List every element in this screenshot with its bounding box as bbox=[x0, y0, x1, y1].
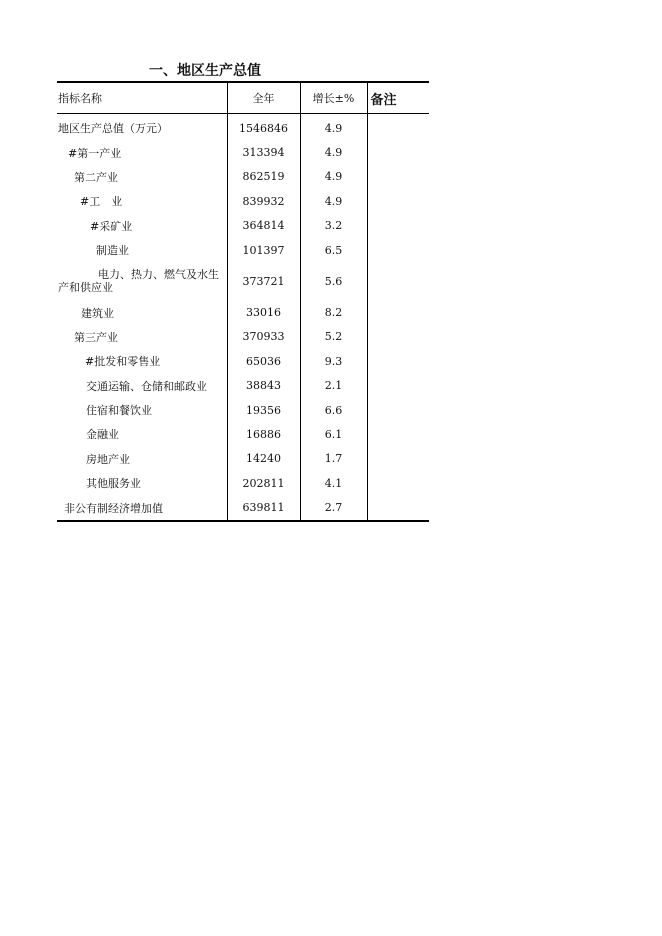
row-growth-value: 2.1 bbox=[300, 374, 367, 398]
row-name: 地区生产总值（万元） bbox=[57, 114, 227, 141]
table-row bbox=[57, 300, 429, 324]
row-growth-value: 9.3 bbox=[300, 349, 367, 373]
row-year-value: 639811 bbox=[227, 495, 300, 520]
row-year-value: 373721 bbox=[227, 262, 300, 300]
row-name: 住宿和餐饮业 bbox=[57, 398, 227, 422]
table-row bbox=[57, 398, 429, 422]
row-year-value: 1546846 bbox=[227, 114, 300, 141]
row-year-value: 16886 bbox=[227, 422, 300, 446]
row-note bbox=[367, 471, 429, 495]
row-growth-value: 4.9 bbox=[300, 189, 367, 213]
row-year-value: 839932 bbox=[227, 189, 300, 213]
row-note bbox=[367, 214, 429, 238]
table-row bbox=[57, 214, 429, 238]
table-row bbox=[57, 471, 429, 495]
row-growth-value: 1.7 bbox=[300, 447, 367, 471]
row-year-value: 101397 bbox=[227, 238, 300, 262]
row-growth-value: 8.2 bbox=[300, 300, 367, 324]
row-growth-value: 2.7 bbox=[300, 495, 367, 520]
row-name: 非公有制经济增加值 bbox=[57, 495, 227, 520]
table-row bbox=[57, 447, 429, 471]
row-year-value: 202811 bbox=[227, 471, 300, 495]
row-name: #采矿业 bbox=[57, 214, 227, 238]
row-name: #批发和零售业 bbox=[57, 349, 227, 373]
row-name: 制造业 bbox=[57, 238, 227, 262]
table-row bbox=[57, 349, 429, 373]
row-note bbox=[367, 374, 429, 398]
row-year-value: 33016 bbox=[227, 300, 300, 324]
row-note bbox=[367, 447, 429, 471]
row-name: 建筑业 bbox=[57, 300, 227, 324]
row-name: 其他服务业 bbox=[57, 471, 227, 495]
row-year-value: 19356 bbox=[227, 398, 300, 422]
row-note bbox=[367, 114, 429, 141]
row-growth-value: 4.9 bbox=[300, 114, 367, 141]
row-name: #工 业 bbox=[57, 189, 227, 213]
row-growth-value: 3.2 bbox=[300, 214, 367, 238]
gdp-table bbox=[57, 81, 429, 522]
row-growth-value: 6.1 bbox=[300, 422, 367, 446]
table-row bbox=[57, 189, 429, 213]
table-row bbox=[57, 262, 429, 300]
row-name: 第三产业 bbox=[57, 325, 227, 349]
table-row bbox=[57, 495, 429, 520]
row-note bbox=[367, 262, 429, 300]
table-row bbox=[57, 140, 429, 164]
table-row bbox=[57, 165, 429, 189]
row-year-value: 862519 bbox=[227, 165, 300, 189]
table-row bbox=[57, 114, 429, 141]
table-title: 一、地区生产总值 bbox=[149, 63, 261, 79]
row-year-value: 364814 bbox=[227, 214, 300, 238]
row-year-value: 313394 bbox=[227, 140, 300, 164]
row-growth-value: 5.6 bbox=[300, 262, 367, 300]
row-growth-value: 4.9 bbox=[300, 140, 367, 164]
table-row bbox=[57, 374, 429, 398]
row-note bbox=[367, 165, 429, 189]
row-growth-value: 5.2 bbox=[300, 325, 367, 349]
row-growth-value: 6.5 bbox=[300, 238, 367, 262]
row-name: 电力、热力、燃气及水生产和供应业 bbox=[57, 262, 227, 300]
row-growth-value: 4.1 bbox=[300, 471, 367, 495]
row-note bbox=[367, 140, 429, 164]
row-note bbox=[367, 398, 429, 422]
header-row bbox=[57, 82, 429, 114]
row-note bbox=[367, 422, 429, 446]
header-full-year: 全年 bbox=[227, 82, 300, 114]
row-name: 第二产业 bbox=[57, 165, 227, 189]
row-year-value: 370933 bbox=[227, 325, 300, 349]
row-name: 交通运输、仓储和邮政业 bbox=[57, 374, 227, 398]
header-indicator-name: 指标名称 bbox=[57, 82, 227, 114]
row-year-value: 65036 bbox=[227, 349, 300, 373]
spreadsheet bbox=[57, 62, 429, 522]
table-row bbox=[57, 325, 429, 349]
row-year-value: 38843 bbox=[227, 374, 300, 398]
header-note: 备注 bbox=[367, 82, 429, 114]
table-row bbox=[57, 422, 429, 446]
row-note bbox=[367, 300, 429, 324]
row-note bbox=[367, 238, 429, 262]
row-growth-value: 4.9 bbox=[300, 165, 367, 189]
row-name: 房地产业 bbox=[57, 447, 227, 471]
row-name: #第一产业 bbox=[57, 140, 227, 164]
row-note bbox=[367, 325, 429, 349]
row-growth-value: 6.6 bbox=[300, 398, 367, 422]
row-note bbox=[367, 495, 429, 520]
row-note bbox=[367, 189, 429, 213]
header-growth: 增长±% bbox=[300, 82, 367, 114]
table-row bbox=[57, 238, 429, 262]
row-year-value: 14240 bbox=[227, 447, 300, 471]
row-name: 金融业 bbox=[57, 422, 227, 446]
row-note bbox=[367, 349, 429, 373]
